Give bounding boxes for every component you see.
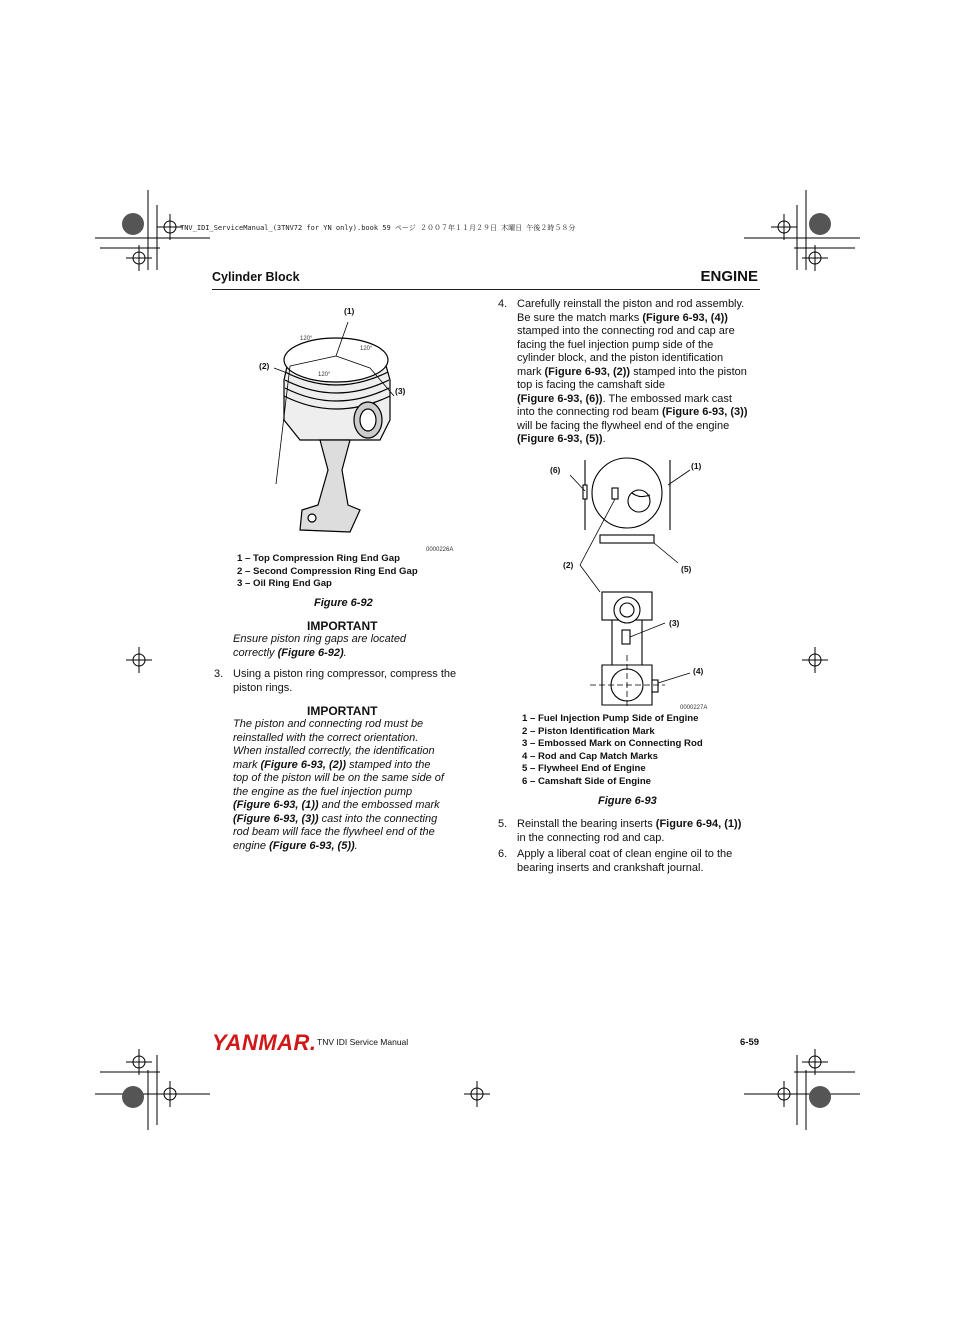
callout-2: (2)	[563, 560, 574, 570]
header-rule	[212, 289, 760, 290]
figure-legend	[522, 713, 703, 788]
callout-3: (3)	[395, 386, 406, 396]
page-number: 6-59	[740, 1037, 760, 1048]
figure-code: 0000227A	[680, 705, 708, 711]
yanmar-logo: YANMAR.	[212, 1030, 317, 1055]
callout-4: (4)	[693, 666, 704, 676]
callout-3: (3)	[669, 618, 680, 628]
legend-item: 1 – Fuel Injection Pump Side of Engine	[522, 713, 699, 724]
callout-1: (1)	[344, 306, 355, 316]
step-5: 5. Reinstall the bearing inserts (Figure 6-94, (1)) in the connecting rod and cap.	[498, 818, 742, 844]
legend-item: 1 – Top Compression Ring End Gap	[237, 553, 400, 564]
figure-code: 0000226A	[426, 547, 454, 553]
callout-1: (1)	[691, 461, 702, 471]
legend-item: 3 – Oil Ring End Gap	[237, 578, 332, 589]
chapter-title: ENGINE	[700, 268, 758, 285]
important-heading: IMPORTANT	[307, 619, 378, 633]
angle-label: 120°	[360, 346, 373, 352]
piston-illustration	[270, 320, 420, 540]
angle-label: 120°	[318, 372, 331, 378]
important-note: Ensure piston ring gaps are located correctly (Figure 6-92).	[233, 633, 407, 659]
section-title: Cylinder Block	[212, 270, 300, 284]
angle-label: 120°	[300, 336, 313, 342]
step-6: 6. Apply a liberal coat of clean engine oil to the bearing inserts and crankshaft journal.	[498, 848, 733, 874]
legend-item: 6 – Camshaft Side of Engine	[522, 775, 652, 787]
legend-item: 3 – Embossed Mark on Connecting Rod	[522, 738, 703, 749]
legend-item: 4 – Rod and Cap Match Marks	[522, 750, 658, 762]
step-3: 3. Using a piston ring compressor, compress the piston rings.	[214, 668, 457, 694]
manual-title: TNV IDI Service Manual	[317, 1037, 409, 1047]
figure-caption: Figure 6-92	[314, 597, 373, 609]
step-4: 4. Carefully reinstall the piston and rod assembly. Be sure the match marks (Figure 6-93, (4)) stamped into the connecting rod and cap are facing the fuel injection pump side of the cylinder block, and the piston identification mark (Figure 6-93, (2)) stamped into the piston top is facing the camshaft side (Figure 6-93, (6)). The embossed mark cast into the connecting rod beam (Figure 6-93, (3)) will be facing the flywheel end of the engine (Figure 6-93, (5)).	[498, 298, 748, 445]
callout-6: (6)	[550, 465, 561, 475]
callout-5: (5)	[681, 564, 692, 574]
legend-item: 5 – Flywheel End of Engine	[522, 763, 646, 774]
legend-item: 2 – Second Compression Ring End Gap	[237, 565, 418, 577]
callout-2: (2)	[259, 361, 270, 371]
legend-item: 2 – Piston Identification Mark	[522, 725, 655, 737]
figure-caption: Figure 6-93	[598, 795, 657, 807]
important-note: The piston and connecting rod must be reinstalled with the correct orientation. When installed correctly, the identification mark (Figure 6-93, (2)) stamped into the top of the piston will be on the same side of the engine as the fuel injection pump (Figure 6-93, (1)) and the embossed mark (Figure 6-93, (3)) cast into the connecting rod beam will face the flywheel end of the engine (Figure 6-93, (5)).	[233, 718, 444, 852]
important-heading: IMPORTANT	[307, 704, 378, 718]
figure-legend	[237, 553, 418, 591]
print-header: TNV_IDI_ServiceManual_(3TNV72 for YN only).book 59 ページ ２００７年１１月２９日 木曜日 午後２時５８分	[180, 224, 576, 232]
